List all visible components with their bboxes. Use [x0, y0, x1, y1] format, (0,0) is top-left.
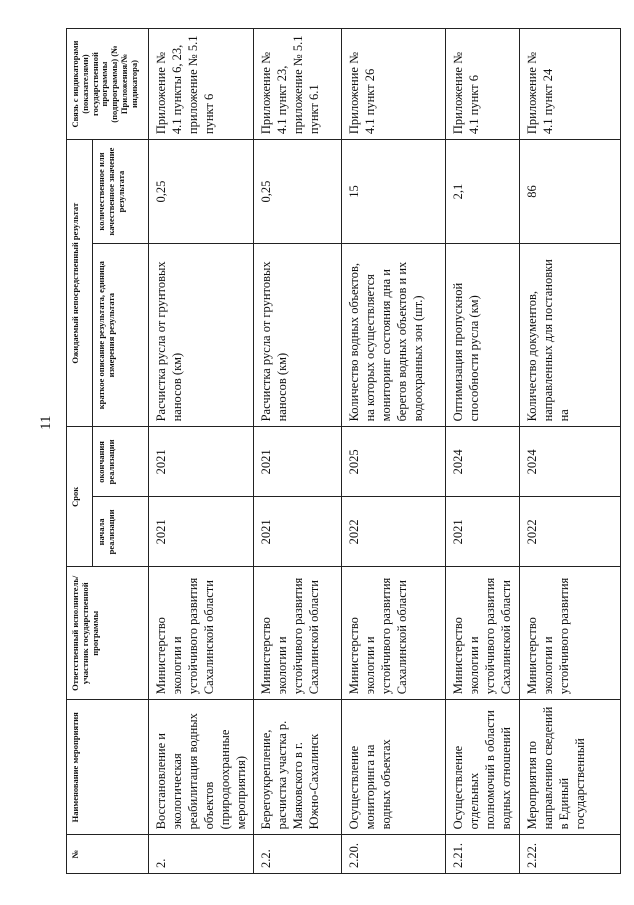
row-num: 2.20.	[342, 835, 446, 874]
row-link: Приложение № 4.1 пункт 26	[342, 29, 446, 140]
row-name: Берегоукрепление, расчистка участка р. Маяковского в г. Южно-Сахалинск	[254, 700, 342, 835]
row-start: 2021	[254, 497, 342, 567]
row-value: 2,1	[446, 140, 520, 244]
row-name: Осуществление мониторинга на водных объектах	[342, 700, 446, 835]
header-result: Ожидаемый непосредственный результат	[67, 140, 93, 427]
row-link: Приложение № 4.1 пункт 6	[446, 29, 520, 140]
header-name: Наименование мероприятия	[67, 700, 149, 835]
row-name: Осуществление отдельных полномочий в области водных отношений	[446, 700, 520, 835]
header-num: №	[67, 835, 149, 874]
header-term: Срок	[67, 427, 93, 567]
row-num: 2.21.	[446, 835, 520, 874]
row-end: 2024	[520, 427, 621, 497]
row-end: 2025	[342, 427, 446, 497]
row-responsible: Министерство экологии и устойчивого развития Сахалинской области	[149, 567, 254, 700]
row-start: 2022	[520, 497, 621, 567]
row-link: Приложение № 4.1 пункт 23, приложение № 5.1 пункт 6.1	[254, 29, 342, 140]
table-row	[342, 29, 446, 874]
row-start: 2021	[149, 497, 254, 567]
row-end: 2021	[149, 427, 254, 497]
row-responsible: Министерство экологии и устойчивого развития	[520, 567, 621, 700]
row-link: Приложение № 4.1 пункты 6, 23, приложение № 5.1 пункт 6	[149, 29, 254, 140]
table-row	[520, 29, 621, 874]
row-start: 2022	[342, 497, 446, 567]
row-end: 2021	[254, 427, 342, 497]
row-description: Расчистка русла от грунтовых наносов (км)	[149, 243, 254, 426]
header-description: краткое описание результата, единица измерения результата	[93, 243, 149, 426]
row-value: 0,25	[149, 140, 254, 244]
row-value: 0,25	[254, 140, 342, 244]
header-start: начала реализации	[93, 497, 149, 567]
header-link: Связь с индикаторами (показателями) государственной программы (подпрограммы) (№ Приложения/№ индикатора)	[67, 29, 149, 140]
rotated-table-container	[66, 28, 603, 874]
table-row	[254, 29, 342, 874]
row-start: 2021	[446, 497, 520, 567]
row-description: Количество документов, направленных для постановки на	[520, 243, 621, 426]
row-end: 2024	[446, 427, 520, 497]
row-num: 2.	[149, 835, 254, 874]
row-name: Мероприятия по направлению сведений в Единый государственный	[520, 700, 621, 835]
header-value: количественное или качественное значение результата	[93, 140, 149, 244]
activities-table	[66, 28, 621, 874]
row-description: Расчистка русла от грунтовых наносов (км)	[254, 243, 342, 426]
header-end: окончания реализации	[93, 427, 149, 497]
row-responsible: Министерство экологии и устойчивого развития Сахалинской области	[446, 567, 520, 700]
row-description: Оптимизация пропускной способности русла (км)	[446, 243, 520, 426]
row-value: 86	[520, 140, 621, 244]
page-number: 11	[38, 415, 54, 430]
row-num: 2.22.	[520, 835, 621, 874]
row-responsible: Министерство экологии и устойчивого развития Сахалинской области	[254, 567, 342, 700]
row-description: Количество водных объектов, на которых осуществляется мониторинг состояния дна и берегов водных объектов и их водоохранных зон (шт.)	[342, 243, 446, 426]
header-responsible: Ответственный исполнитель/участник государственной программы	[67, 567, 149, 700]
row-num: 2.2.	[254, 835, 342, 874]
table-row	[149, 29, 254, 874]
row-link: Приложение № 4.1 пункт 24	[520, 29, 621, 140]
row-responsible: Министерство экологии и устойчивого развития Сахалинской области	[342, 567, 446, 700]
table-row	[446, 29, 520, 874]
row-name: Восстановление и экологическая реабилитация водных объектов (природоохранные мероприятия)	[149, 700, 254, 835]
row-value: 15	[342, 140, 446, 244]
